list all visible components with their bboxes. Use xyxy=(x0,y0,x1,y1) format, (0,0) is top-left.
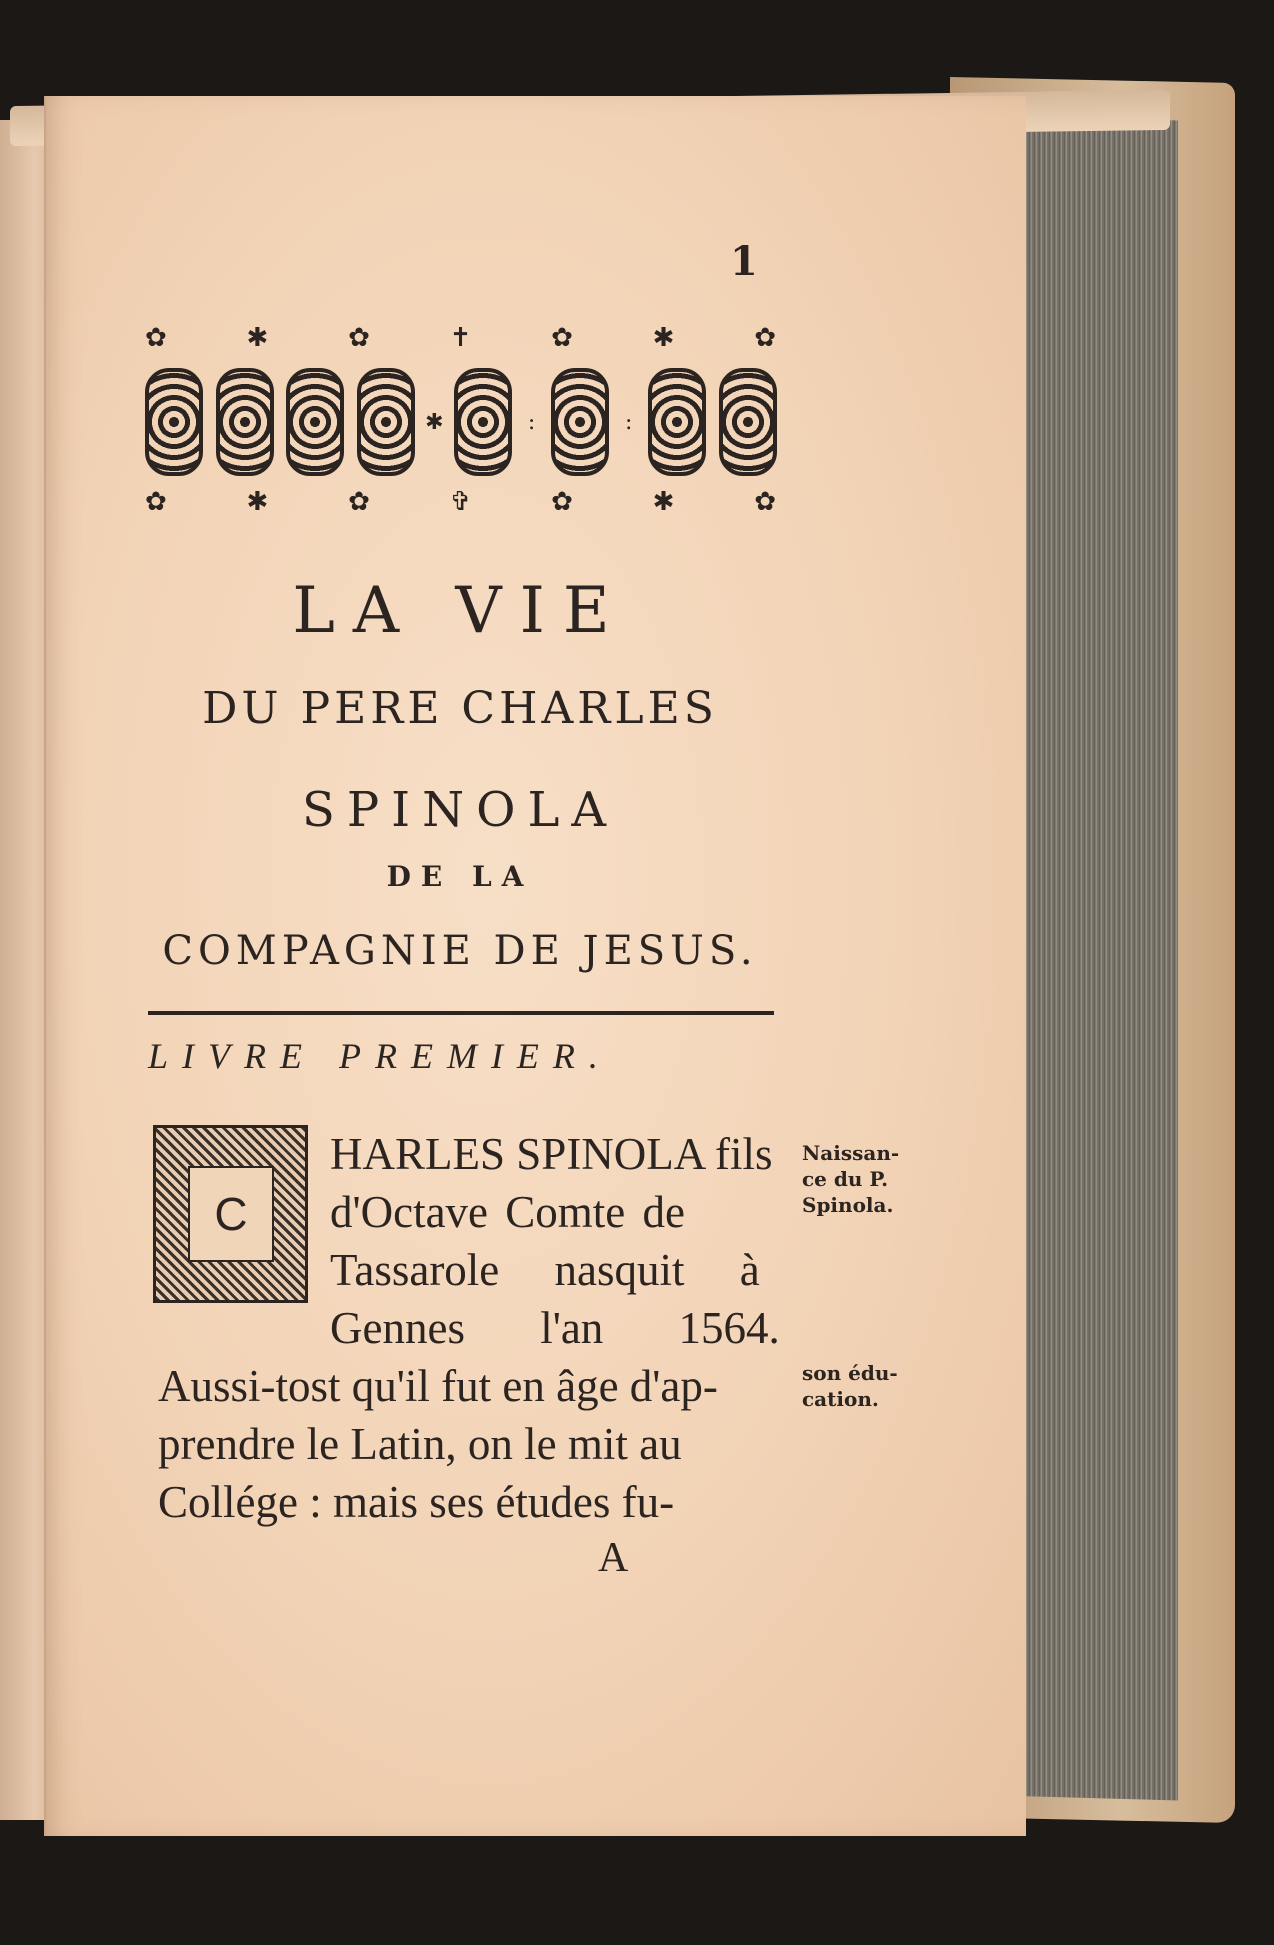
asterisk-icon: ✱ xyxy=(246,487,270,517)
body-line: Aussi-tost qu'il fut en âge d'ap- xyxy=(158,1361,718,1411)
dots-icon: : xyxy=(527,409,536,435)
title-line-2: DU PERE CHARLES xyxy=(202,683,718,734)
margin-note-birth xyxy=(802,1140,899,1218)
ornament-cell xyxy=(551,368,609,476)
asterisk-icon: ✱ xyxy=(652,487,676,517)
margin-note-education xyxy=(802,1360,898,1412)
horizontal-rule xyxy=(148,1011,774,1015)
body-line: d'Octave Comte de xyxy=(330,1187,685,1237)
margin-note-line: Naissan- xyxy=(802,1141,900,1165)
title-line-1: LA VIE xyxy=(292,574,628,648)
fleuron-icon: ✿ xyxy=(145,323,168,353)
asterisk-icon: ✱ xyxy=(652,323,676,353)
ornament-cell xyxy=(145,368,203,476)
margin-note-line: cation. xyxy=(802,1387,879,1411)
fleuron-icon: ✿ xyxy=(348,323,371,353)
drop-cap-letter: C xyxy=(188,1166,274,1262)
body-line: HARLES SPINOLA fils xyxy=(330,1129,773,1179)
ornamental-headpiece xyxy=(145,318,777,524)
ornament-cell xyxy=(719,368,777,476)
fleuron-icon: ✿ xyxy=(145,487,168,517)
body-line: Tassarole nasquit à xyxy=(330,1245,760,1295)
headpiece-middle-row xyxy=(145,366,777,478)
ornament-cell xyxy=(286,368,344,476)
ornament-cell xyxy=(648,368,706,476)
fleuron-icon: ✿ xyxy=(551,487,574,517)
body-line: prendre le Latin, on le mit au xyxy=(158,1419,682,1469)
cross-icon: ✞ xyxy=(449,487,473,517)
margin-note-line: Spinola. xyxy=(802,1193,894,1217)
margin-note-line: son édu- xyxy=(802,1361,898,1385)
title-line-5: COMPAGNIE DE JESUS. xyxy=(162,928,758,974)
drop-cap xyxy=(153,1125,308,1303)
title-line-3: SPINOLA xyxy=(301,782,619,838)
asterisk-icon: ✱ xyxy=(246,323,270,353)
catchword-signature: A xyxy=(598,1535,629,1581)
body-line: Gennes l'an 1564. xyxy=(330,1303,780,1353)
ornament-cell xyxy=(216,368,274,476)
ornament-cell xyxy=(454,368,512,476)
page-number: 1 xyxy=(730,238,758,285)
fleuron-icon: ✿ xyxy=(754,487,777,517)
page-edges xyxy=(1000,116,1178,1801)
ornament-cell xyxy=(357,368,415,476)
section-heading: LIVRE PREMIER. xyxy=(148,1036,612,1076)
headpiece-top-row xyxy=(145,318,777,358)
fleuron-icon: ✿ xyxy=(551,323,574,353)
headpiece-bottom-row xyxy=(145,482,777,522)
fleuron-icon: ✿ xyxy=(348,487,371,517)
fleuron-icon: ✿ xyxy=(754,323,777,353)
title-line-4: DE LA xyxy=(386,860,534,893)
body-line: Collége : mais ses études fu- xyxy=(158,1477,675,1527)
cross-icon: ✝ xyxy=(449,323,473,353)
margin-note-line: ce du P. xyxy=(802,1167,889,1191)
asterisk-icon: ✱ xyxy=(425,409,444,435)
dots-icon: : xyxy=(625,409,633,435)
